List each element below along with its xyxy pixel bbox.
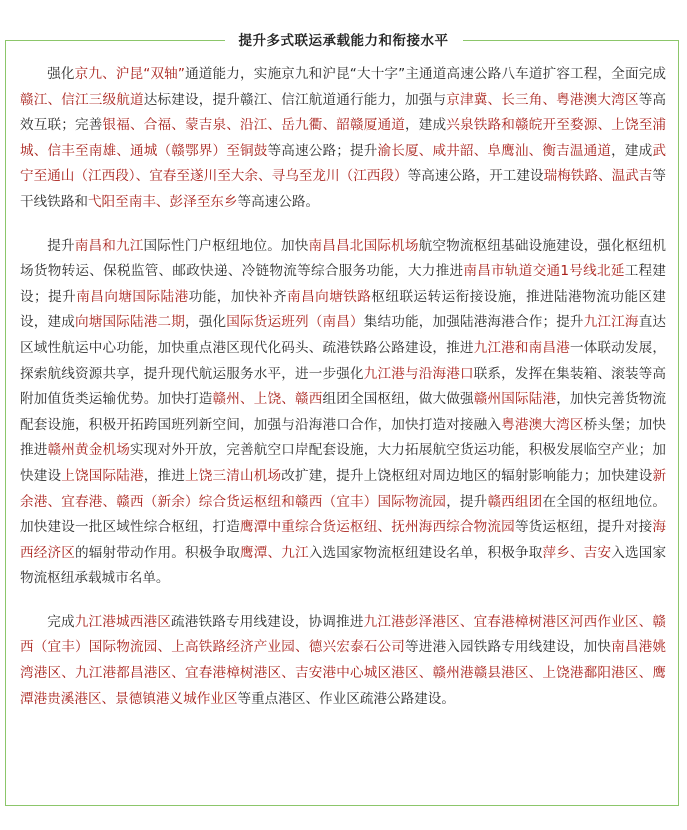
highlighted-term: 向塘国际陆港二期 <box>75 314 185 331</box>
body-text: 直达区域性航运中心功能，加快重点港区现代化码头、疏港铁路公路建设，推进 <box>20 314 667 356</box>
body-text: ，强化 <box>184 314 227 331</box>
section-title: 提升多式联运承载能力和衔接水平 <box>225 29 463 49</box>
highlighted-term: 九江江海 <box>583 314 639 331</box>
highlighted-term: 九江港与沿海港口 <box>363 365 474 382</box>
body-text: 提升 <box>47 237 75 254</box>
body-text: 等重点港区、作业区疏港公路建设。 <box>237 690 455 707</box>
highlighted-term: 渝长厦、咸井韶、阜鹰汕、衡吉温通道 <box>377 142 612 159</box>
body-text: 完成 <box>47 613 75 630</box>
highlighted-term: 南昌和九江 <box>74 237 144 254</box>
highlighted-term: 鹰潭、九江 <box>239 544 309 561</box>
section-header <box>0 29 687 49</box>
body-text: 等进港入园铁路专用线建设，加快 <box>404 639 612 656</box>
highlighted-term: 九江港和南昌港 <box>473 339 570 356</box>
highlighted-term: 赣州黄金机场 <box>47 442 130 459</box>
body-text: ，推进 <box>143 467 185 484</box>
highlighted-term: 京九、沪昆“双轴” <box>74 66 185 82</box>
highlighted-term: 上饶国际陆港 <box>61 467 144 484</box>
body-text: ，建成 <box>404 117 447 134</box>
body-text: 达标建设，提升赣江、信江航道通行能力，加强与 <box>143 91 447 108</box>
body-text: 功能，加快补齐 <box>188 288 288 305</box>
body-text: 枢纽联运转运衔接设施，推进陆港物流功能区建设，建成 <box>20 288 667 331</box>
highlighted-term: 国际货运班列（南昌） <box>226 314 364 331</box>
body-text: 通道能力，实施京九和沪昆“大十字”主通道高速公路八车道扩容工程，全面完成 <box>184 66 666 82</box>
highlighted-term: 海西经济区 <box>20 519 667 561</box>
body-text: 等高速公路；提升 <box>267 142 378 159</box>
body-text: 在全国的枢纽地位。加快建设一批区域性综合枢纽，打造 <box>20 493 667 536</box>
highlighted-term: 赣江、信江三级航道 <box>20 91 144 108</box>
highlighted-term: 九江港彭泽港区、宜春港樟树港区河西作业区、赣西（宜丰）国际物流园、上高铁路经济产业园、德兴宏泰石公司 <box>20 613 667 656</box>
body-text: 组团全国枢纽，做大做强 <box>322 391 474 408</box>
body-text: 的辐射带动作用。积极争取 <box>75 544 240 561</box>
body-text: 工程建设；提升 <box>20 263 667 305</box>
body-text: 等货运枢纽，提升对接 <box>514 519 653 536</box>
highlighted-term: 萍乡、吉安 <box>542 544 612 561</box>
body-text: 国际性门户枢纽地位。加快 <box>143 237 309 254</box>
highlighted-term: 弋阳至南丰、彭泽至东乡 <box>87 193 238 210</box>
paragraph <box>20 610 666 712</box>
highlighted-term: 粤港澳大湾区 <box>501 416 584 433</box>
body-text: 联系，发挥在集装箱、滚装等高附加值货类运输优势。加快打造 <box>20 365 667 408</box>
highlighted-term: 南昌向塘铁路 <box>287 288 372 305</box>
highlighted-term: 赣州、上饶、赣西 <box>212 391 323 408</box>
highlighted-term: 鹰潭中重综合货运枢纽、抚州海西综合物流园 <box>239 519 515 536</box>
highlighted-term: 赣州国际陆港 <box>473 391 557 408</box>
body-text: 桥头堡；加快推进 <box>20 416 667 459</box>
highlighted-term: 赣西组团 <box>487 493 543 510</box>
body-text: 等高效互联；完善 <box>20 91 667 134</box>
body-text: 等高速公路，开工建设 <box>407 168 544 185</box>
body-text: 入选国家物流枢纽承载城市名单。 <box>20 544 667 587</box>
highlighted-term: 九江港城西港区 <box>74 613 171 630</box>
body-text: 疏港铁路专用线建设，协调推进 <box>171 613 364 630</box>
body-text: 集结功能，加强陆港海港合作；提升 <box>363 314 584 331</box>
highlighted-term: 武宁至通山（江西段）、宜春至遂川至大余、寻乌至龙川（江西段） <box>20 142 667 185</box>
highlighted-term: 南昌市轨道交通1号线北延 <box>463 263 625 280</box>
body-text: 实现对外开放，完善航空口岸配套设施，大力拓展航空货运功能，积极发展临空产业；加快建设 <box>20 442 667 484</box>
paragraph <box>20 62 666 216</box>
highlighted-term: 南昌向塘国际陆港 <box>76 288 189 305</box>
body-text: ，加快完善货物流配套设施，积极开拓跨国班列新空间，加强与沿海港口合作，加快打造对接融入 <box>20 391 667 433</box>
highlighted-term: 兴泉铁路和赣皖开至婺源、上饶至浦城、信丰至南雄、通城（赣鄂界）至铜鼓 <box>20 117 667 159</box>
body-text: 等干线铁路和 <box>20 168 667 210</box>
body-text: 入选国家物流枢纽建设名单，积极争取 <box>308 544 543 561</box>
highlighted-term: 南昌港姚湾港区、九江港都昌港区 <box>20 639 667 682</box>
highlighted-term: 京津冀、长三角、粤港澳大湾区 <box>446 91 639 108</box>
body-text: 航空物流枢纽基础设施建设，强化枢纽机场货物转运、保税监管、邮政快递、冷链物流等综合服务功能，大力推进 <box>20 237 667 280</box>
body-text: 强化 <box>47 66 75 82</box>
highlighted-term: 银福、合福、蒙吉泉、沿江、岳九衢、韶赣厦通道 <box>102 117 405 134</box>
body-text: ，建成 <box>611 142 653 159</box>
highlighted-term: 新余港、宜春港、赣西（新余）综合货运枢纽和赣西（宜丰）国际物流园 <box>20 467 667 510</box>
body-text: 一体联动发展，探索航线资源共享，提升现代航运服务水平，进一步强化 <box>20 339 667 382</box>
highlighted-term: 、宜春港樟树港区、吉安港中心城区港区、赣州港赣县港区、上饶港鄱阳港区、鹰潭港贵溪港区、景德镇港义城作业区 <box>20 665 667 707</box>
body-text: 改扩建，提升上饶枢纽对周边地区的辐射影响能力；加快建设 <box>281 467 653 484</box>
highlighted-term: 南昌昌北国际机场 <box>308 237 419 254</box>
highlighted-term: 上饶三清山机场 <box>185 467 282 484</box>
article-body <box>20 62 666 730</box>
highlighted-term: 瑞梅铁路、温武吉 <box>543 168 653 185</box>
body-text: 等高速公路。 <box>237 193 320 210</box>
body-text: ，提升 <box>446 493 488 510</box>
paragraph <box>20 234 666 592</box>
